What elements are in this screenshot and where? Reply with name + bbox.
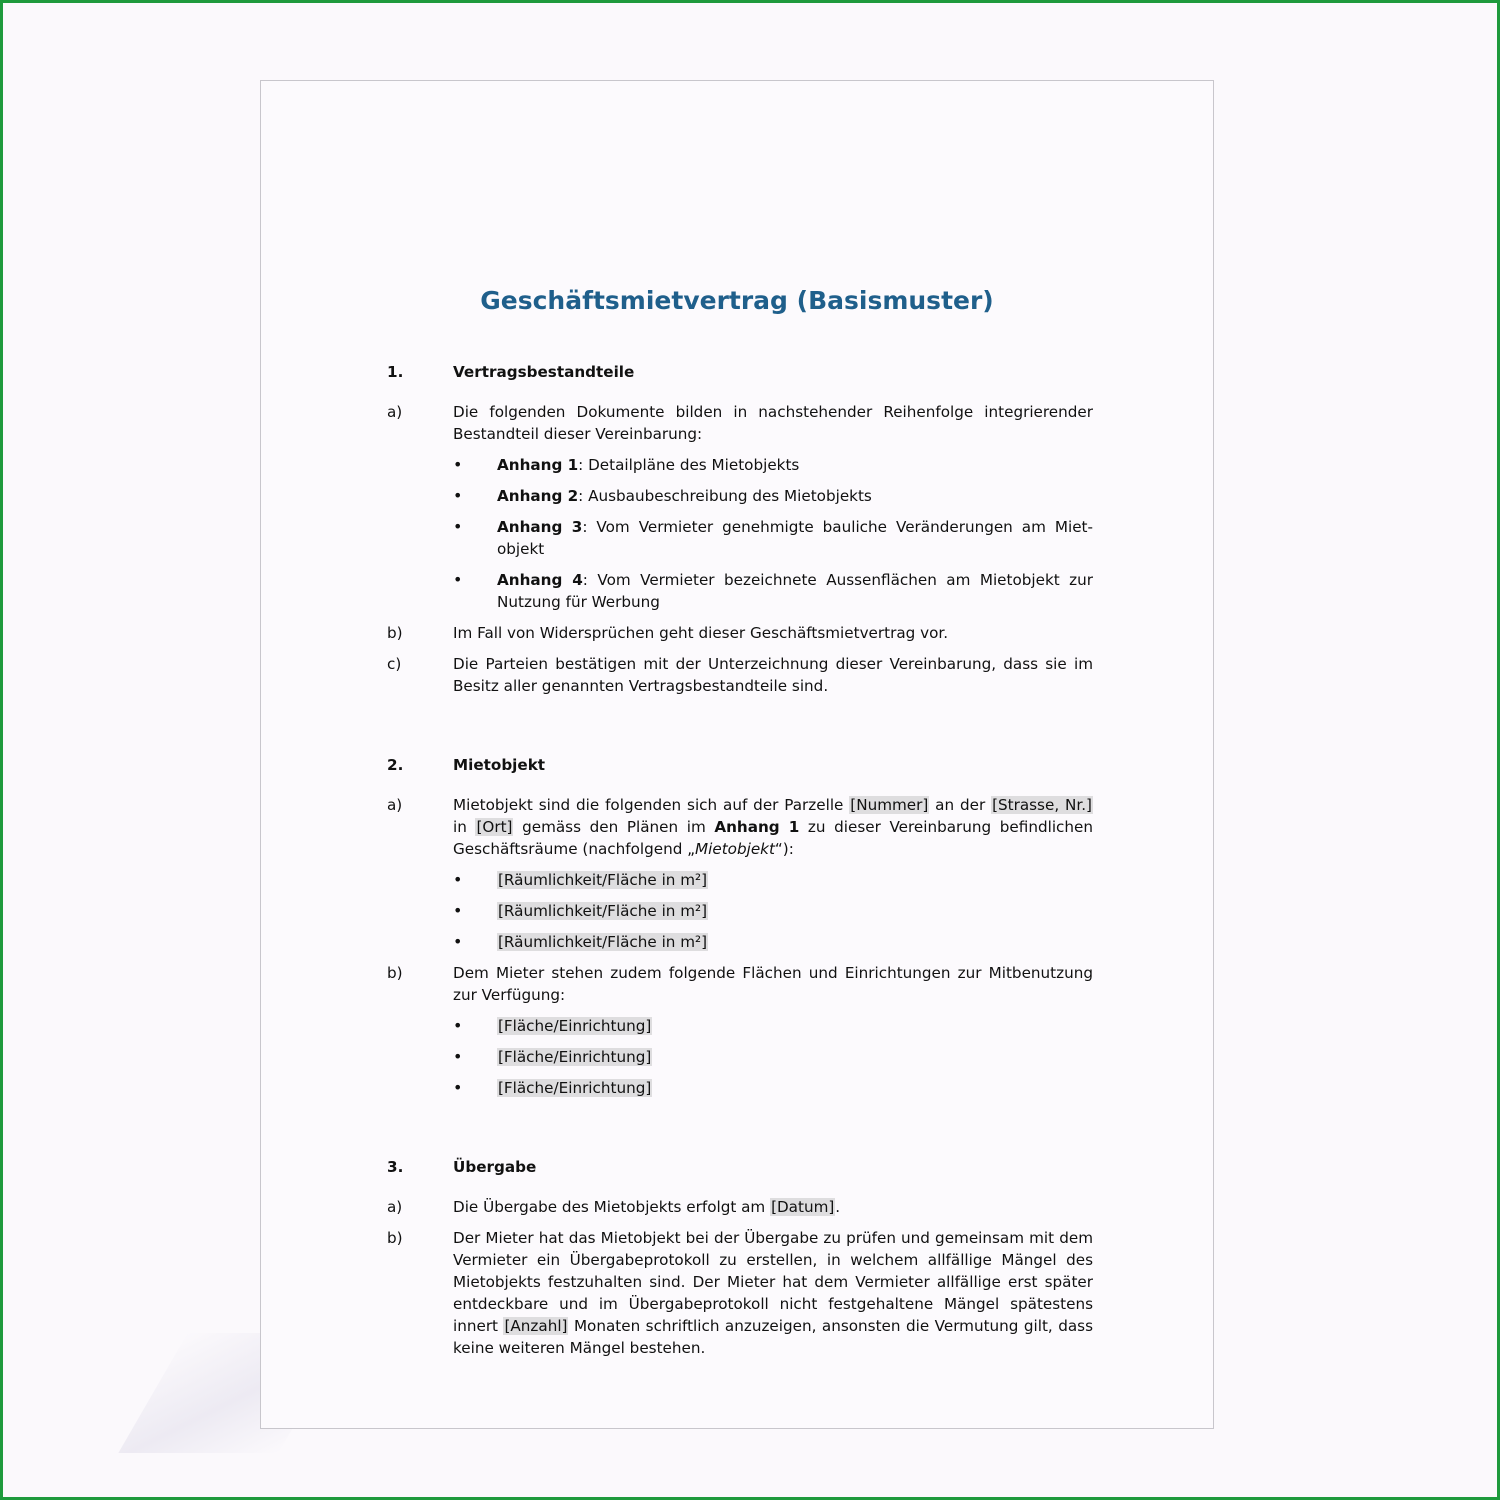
list-item [453, 569, 1093, 613]
placeholder-field: [Fläche/Einrichtung] [498, 1079, 652, 1097]
list-item [453, 931, 1093, 953]
annex-text: : Ausbaubeschreibung des Mietobjekts [578, 487, 872, 505]
clause-label: a) [387, 403, 403, 421]
clause-text: Der Mieter hat das Mietobjekt bei der Übergabe zu prüfen und gemeinsam mit dem Vermieter ein Übergabeprotokoll zu erstellen, in welchem allfällige Mängel des Mietobjekts festzuhalten sind. Der Mieter hat dem Vermieter allfällige erst später entdeckbare und im Übergabeprotokoll nicht festgehaltene Mängel spätestens innert [Anzahl] Monaten schriftlich anzuzeigen, ansonsten die Vermutung gilt, dass keine weiteren Mängel bestehen. [453, 1229, 1093, 1357]
list-item [453, 900, 1093, 922]
clause-label: a) [387, 1198, 403, 1216]
bullet-icon: • [453, 517, 463, 536]
section-number: 3. [387, 1158, 404, 1176]
section-3-heading [387, 1156, 1093, 1178]
clause-text: Mietobjekt sind die folgenden sich auf der Parzelle [Nummer] an der [Strasse, Nr.] in [Ort] gemäss den Plänen im Anhang 1 zu dieser Vereinbarung befindlichen Geschäftsräume (nachfolgend „Mietobjekt“): [453, 796, 1093, 858]
section-number: 2. [387, 756, 404, 774]
list-item [453, 485, 1093, 507]
clause-text: Die Parteien bestätigen mit der Unterzeichnung dieser Vereinbarung, dass sie im Besitz aller genannten Vertragsbestandteile sind. [453, 655, 1093, 695]
bullet-icon: • [453, 455, 463, 474]
placeholder-field: [Anzahl] [504, 1317, 568, 1335]
annex-name: Anhang 2 [497, 487, 579, 505]
section-spacer [387, 1108, 1093, 1156]
section-title: Übergabe [453, 1158, 537, 1176]
bullet-icon: • [453, 870, 463, 889]
document-title: Geschäftsmietvertrag (Basismuster) [480, 286, 994, 315]
clause-text: Die folgenden Dokumente bilden in nachstehender Reihenfolge integrierender Bestandteil dieser Vereinbarung: [453, 403, 1093, 443]
list-item [453, 454, 1093, 476]
clause-text: Im Fall von Widersprüchen geht dieser Geschäftsmietvertrag vor. [453, 624, 949, 642]
annex-list [453, 454, 1093, 613]
clause-label: c) [387, 655, 402, 673]
document-page [260, 80, 1214, 1429]
list-item [453, 1046, 1093, 1068]
bullet-icon: • [453, 901, 463, 920]
bullet-icon: • [453, 932, 463, 951]
list-item [453, 869, 1093, 891]
list-item [453, 1077, 1093, 1099]
placeholder-field: [Nummer] [850, 796, 929, 814]
list-item [453, 1015, 1093, 1037]
clause-1c [387, 653, 1093, 697]
section-number: 1. [387, 363, 404, 381]
clause-3b [387, 1227, 1093, 1359]
clause-text: Die Übergabe des Mietobjekts erfolgt am [Datum]. [453, 1198, 841, 1216]
placeholder-field: [Ort] [476, 818, 513, 836]
placeholder-field: [Fläche/Einrichtung] [498, 1048, 652, 1066]
list-item [453, 516, 1093, 560]
section-2-heading [387, 754, 1093, 776]
bullet-icon: • [453, 570, 463, 589]
annex-text: : Vom Vermieter genehmigte bauliche Veränderungen am Mietobjekt [497, 518, 1093, 558]
clause-label: b) [387, 624, 403, 642]
placeholder-field: [Fläche/Einrichtung] [498, 1017, 652, 1035]
document-body [387, 361, 1093, 1368]
clause-3a [387, 1196, 1093, 1218]
clause-label: a) [387, 796, 403, 814]
bullet-icon: • [453, 1078, 463, 1097]
section-title: Vertragsbestandteile [453, 363, 635, 381]
clause-2b [387, 962, 1093, 1006]
clause-label: b) [387, 1229, 403, 1247]
placeholder-field: [Strasse, Nr.] [992, 796, 1092, 814]
placeholder-field: [Räumlichkeit/Fläche in m²] [498, 902, 708, 920]
clause-1b [387, 622, 1093, 644]
room-list [453, 869, 1093, 953]
placeholder-field: [Räumlichkeit/Fläche in m²] [498, 933, 708, 951]
placeholder-field: [Räumlichkeit/Fläche in m²] [498, 871, 708, 889]
clause-text: Dem Mieter stehen zudem folgende Flächen und Einrichtungen zur Mitbenutzung zur Verfügung: [453, 964, 1093, 1004]
clause-1a [387, 401, 1093, 445]
annex-name: Anhang 4 [497, 571, 583, 589]
annex-text: : Detailpläne des Mietobjekts [578, 456, 800, 474]
bullet-icon: • [453, 486, 463, 505]
bullet-icon: • [453, 1047, 463, 1066]
annex-text: : Vom Vermieter bezeichnete Aussenflächen am Mietobjekt zur Nutzung für Werbung [497, 571, 1093, 611]
annex-name: Anhang 3 [497, 518, 583, 536]
section-1-heading [387, 361, 1093, 383]
facility-list [453, 1015, 1093, 1099]
clause-label: b) [387, 964, 403, 982]
clause-2a [387, 794, 1093, 860]
bullet-icon: • [453, 1016, 463, 1035]
placeholder-field: [Datum] [771, 1198, 835, 1216]
section-title: Mietobjekt [453, 756, 546, 774]
annex-name: Anhang 1 [497, 456, 579, 474]
section-spacer [387, 706, 1093, 754]
